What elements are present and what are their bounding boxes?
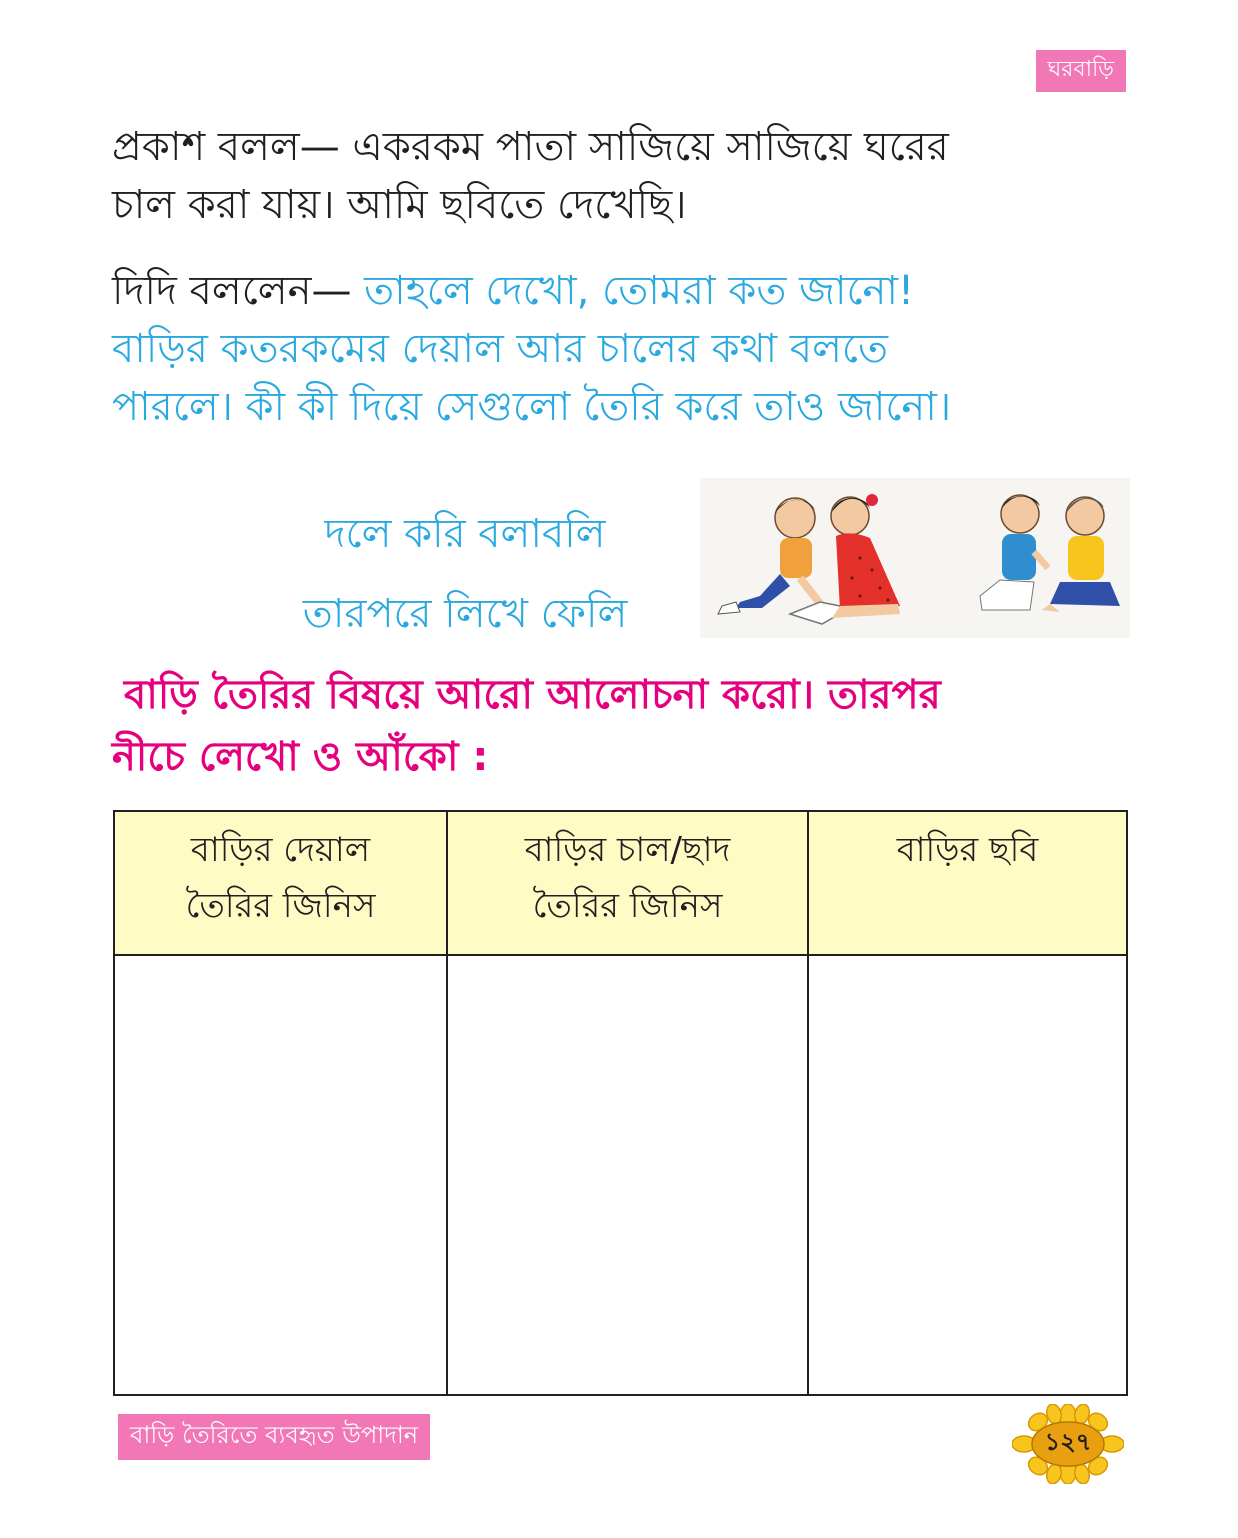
- girl-figure: [831, 494, 900, 618]
- topic-tag: বাড়ি তৈরিতে ব্যবহৃত উপাদান: [118, 1414, 430, 1460]
- header-line: বাড়ির চাল/ছাদ: [524, 830, 731, 870]
- header-line: বাড়ির ছবি: [896, 830, 1039, 870]
- paragraph-line: [112, 262, 1126, 320]
- worksheet-table: [113, 810, 1128, 1396]
- speaker-label: দিদি বললেন—: [112, 268, 352, 314]
- header-line: তৈরির জিনিস: [185, 886, 376, 926]
- children-discussing-illustration: [700, 478, 1130, 638]
- rhyme-line: দলে করি বলাবলি: [324, 511, 606, 557]
- rhyme-line: তারপরে লিখে ফেলি: [302, 591, 628, 637]
- children-illustration: [700, 478, 1130, 638]
- rhyme: [240, 494, 690, 654]
- boy-blue-figure: [980, 495, 1048, 610]
- wall-materials-answer-cell[interactable]: [114, 955, 447, 1395]
- header-house-picture: [808, 811, 1127, 955]
- house-drawing-cell[interactable]: [808, 955, 1127, 1395]
- boy-yellow-figure: [1042, 497, 1120, 612]
- instruction-line: নীচে লেখো ও আঁকো :: [112, 734, 489, 780]
- page-number: ১২৭: [1044, 1428, 1092, 1456]
- table-header-row: [114, 811, 1127, 955]
- header-line: তৈরির জিনিস: [532, 886, 723, 926]
- instruction: [112, 664, 1126, 788]
- chapter-tag: ঘরবাড়ি: [1036, 50, 1126, 92]
- header-roof-materials: [447, 811, 808, 955]
- paragraph-prakash: [112, 118, 1126, 234]
- header-wall-materials: [114, 811, 447, 955]
- paragraph-didi: [112, 262, 1126, 436]
- instruction-line: বাড়ি তৈরির বিষয়ে আরো আলোচনা করো। তারপর: [124, 672, 941, 718]
- speech-text: তাহলে দেখো, তোমরা কত জানো!: [351, 268, 915, 314]
- table-row: [114, 955, 1127, 1395]
- speech-text: পারলে। কী কী দিয়ে সেগুলো তৈরি করে তাও জানো।: [112, 384, 952, 430]
- paragraph-line: চাল করা যায়। আমি ছবিতে দেখেছি।: [112, 182, 687, 228]
- boy-reading-figure: [718, 498, 836, 614]
- roof-materials-answer-cell[interactable]: [447, 955, 808, 1395]
- header-line: বাড়ির দেয়াল: [190, 830, 371, 870]
- speech-text: বাড়ির কতরকমের দেয়াল আর চালের কথা বলতে: [112, 326, 889, 372]
- paragraph-line: প্রকাশ বলল— একরকম পাতা সাজিয়ে সাজিয়ে ঘরের: [112, 124, 949, 170]
